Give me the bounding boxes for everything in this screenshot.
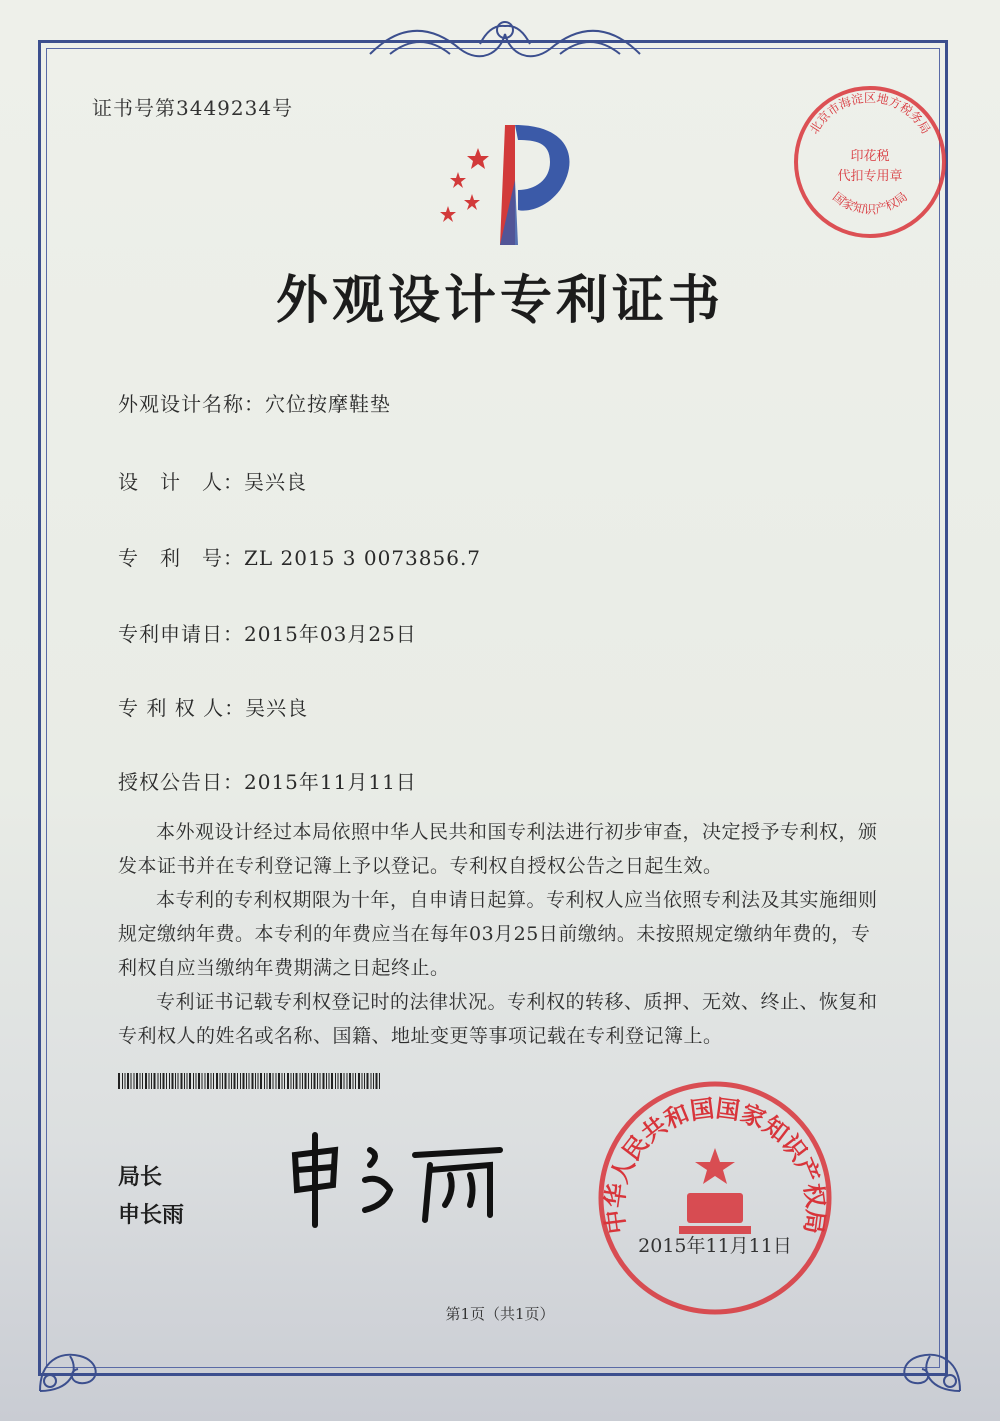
field-value: 穴位按摩鞋垫 (265, 392, 391, 416)
svg-text:北京市海淀区地方税务局 (807, 90, 933, 136)
patent-office-seal-icon (595, 1078, 835, 1318)
field-value: 2015年11月11日 (244, 770, 417, 794)
patent-office-logo-icon (420, 120, 590, 250)
field-filing-date (118, 618, 417, 647)
field-label: 设 计 人： (118, 470, 244, 494)
tax-stamp-ring-text: 北京市海淀区地方税务局 (806, 91, 934, 137)
field-value: 吴兴良 (244, 470, 307, 494)
field-label: 专 利 权 人： (118, 696, 246, 720)
field-patentee (118, 692, 308, 721)
field-patent-number (118, 542, 481, 571)
certificate-title: 外观设计专利证书 (275, 270, 724, 331)
certificate-number: 证书号第3449234号 (92, 96, 294, 120)
page-footer: 第1页（共1页） (445, 1305, 555, 1323)
field-label: 授权公告日： (118, 770, 244, 794)
field-value: 2015年03月25日 (244, 622, 417, 646)
seal-date: 2015年11月11日 (638, 1235, 792, 1257)
field-label: 专 利 号： (118, 546, 244, 570)
corner-ornament-icon (880, 1311, 970, 1401)
field-grant-date (118, 766, 417, 795)
director-name: 申长雨 (118, 1203, 185, 1228)
svg-text:国家知识产权局 (830, 189, 910, 216)
paragraph-grant: 本外观设计经过本局依照中华人民共和国专利法进行初步审查，决定授予专利权，颁发本证书并在专利登记簿上予以登记。专利权自授权公告之日起生效。 (118, 821, 878, 877)
tax-stamp-line: 印花税 (850, 149, 890, 164)
top-ornament-icon (360, 14, 650, 68)
director-title: 局长 (118, 1165, 163, 1190)
tax-stamp-icon (790, 82, 950, 242)
field-label: 专利申请日： (118, 622, 244, 646)
paragraph-legal-status: 专利证书记载专利权登记时的法律状况。专利权的转移、质押、无效、终止、恢复和专利权人的姓名或名称、国籍、地址变更等事项记载在专利登记簿上。 (118, 991, 878, 1047)
paragraph-term: 本专利的专利权期限为十年，自申请日起算。专利权人应当依照专利法及其实施细则规定缴纳年费。本专利的年费应当在每年03月25日前缴纳。未按照规定缴纳年费的，专利权自应当缴纳年费期满之日起终止。 (118, 889, 878, 979)
field-design-name (118, 388, 391, 417)
field-value: ZL 2015 3 0073856.7 (244, 546, 482, 570)
field-designer (118, 466, 307, 495)
corner-ornament-icon (30, 1311, 120, 1401)
tax-stamp-bottom-text: 国家知识产权局 (829, 189, 911, 217)
field-value: 吴兴良 (245, 696, 309, 720)
director-signature-icon (285, 1125, 515, 1235)
barcode (118, 1073, 380, 1089)
field-label: 外观设计名称： (118, 392, 265, 416)
seal-ring-text: 中华人民共和国国家知识产权局 (600, 1094, 830, 1236)
tax-stamp-line: 代扣专用章 (837, 169, 903, 184)
